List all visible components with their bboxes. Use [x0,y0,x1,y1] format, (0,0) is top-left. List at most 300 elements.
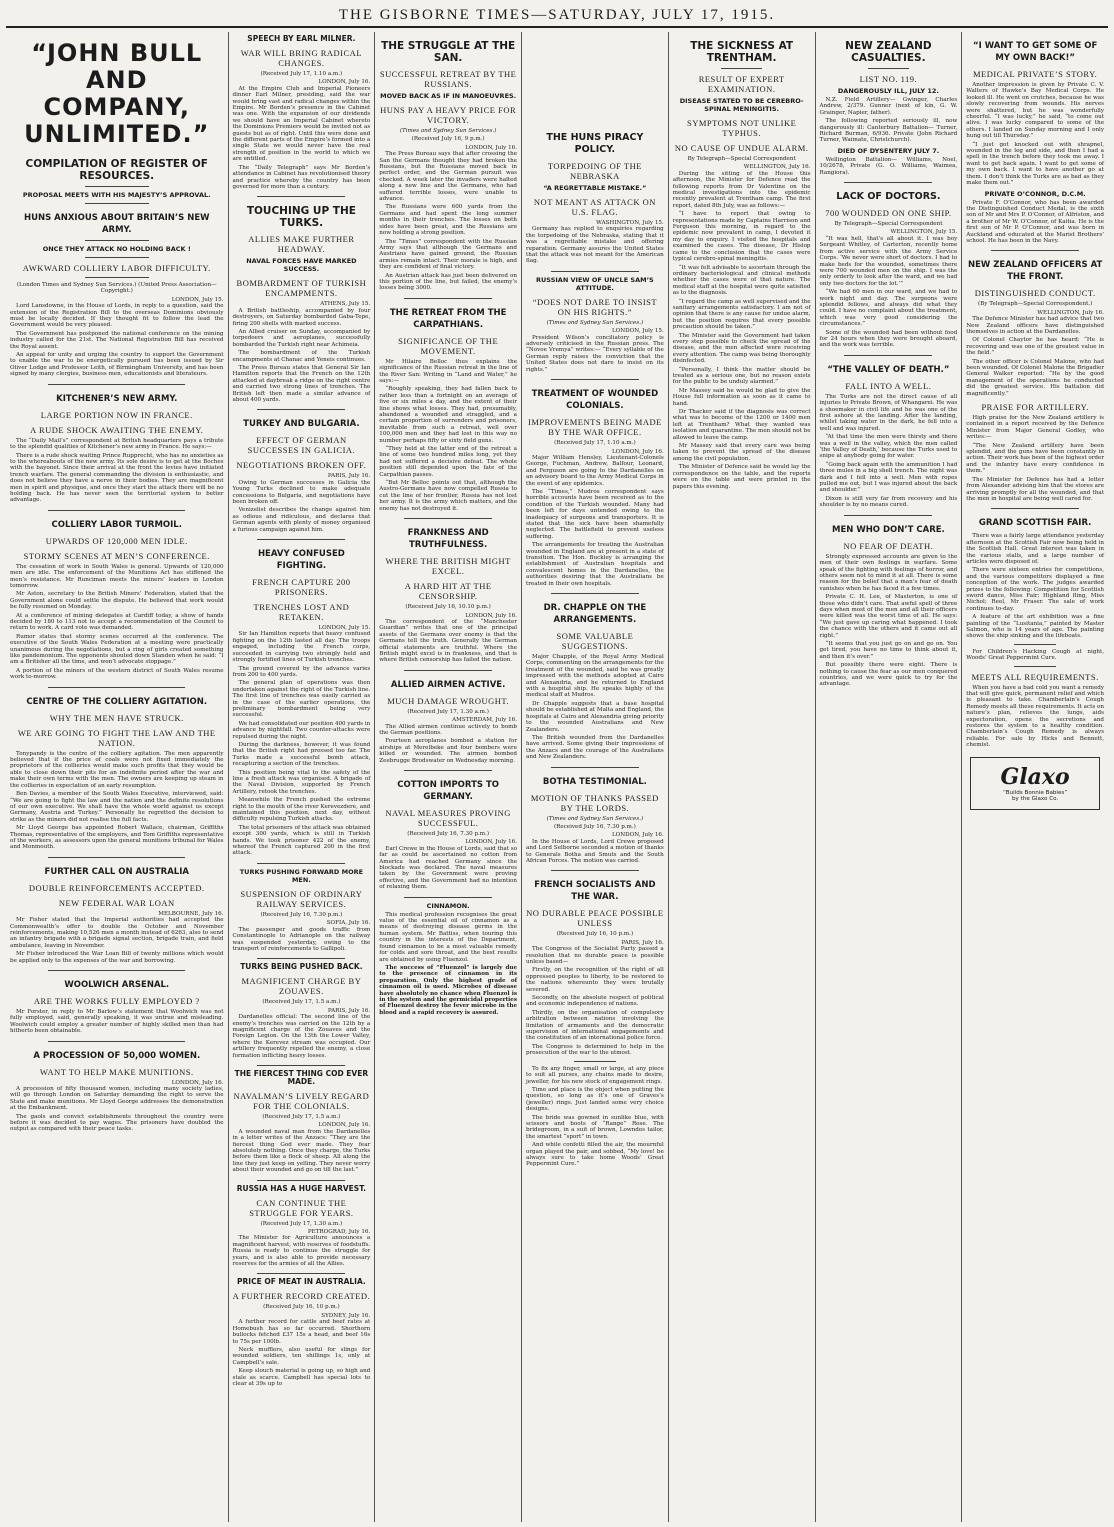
subhead: WANT TO HELP MAKE MUNITIONS. [39,1066,194,1077]
subhead: DIED OF DYSENTERY JULY 7. [837,146,940,155]
column-john-bull [6,32,229,1522]
subhead: UPWARDS OF 120,000 MEN IDLE. [45,535,188,546]
subhead: “DOES NOT DARE TO INSIST ON HIS RIGHTS.” [532,296,658,317]
subhead: A FURTHER RECORD CREATED. [232,1291,371,1302]
article-headline: THE SICKNESS AT TRENTHAM. [690,40,794,64]
article-paragraph: The Allied airmen continue actively to bomb the German positions. [379,723,518,736]
article-paragraph: Venizelist describes the change against him as odious and ridiculous, and declares that German agents with plenty of money organised a furious campaign against him. [232,507,371,533]
divider [404,670,492,671]
article-paragraph: Mr Massey said he would be glad to give the House full information as soon as it came to hand. [672,387,811,407]
divider [991,508,1079,509]
divider [257,863,345,864]
subhead: DISTINGUISHED CONDUCT. [974,288,1096,299]
divider [85,203,149,204]
article-headline: RUSSIAN VIEW OF UNCLE SAM’S ATTITUDE. [536,275,654,292]
article-paragraph: Major Chapple, of the Royal Army Medical Corps, commenting on the arrangements for the treatment of the wounded, said he was greatly impressed with the methods adopted at Cairo and Alexandria, and he returned to England with a hospital ship. He speaks highly of the medical staff at Mudros. [526,654,664,699]
subhead: TRENCHES LOST AND RETAKEN. [253,602,350,623]
column-casualties [816,32,963,1522]
divider [48,1041,185,1042]
article-paragraph: There is a rude shock waiting Prince Rupprecht, who has no anxieties as to the whereabouts of the new army. Its sole desire is to get at the Boches with the bayonet. Since their arrival at the front the levies have initiated trench warfare. The general commanding the division is enthusiastic, and does not believe they have a nerve in their bodies. They are magnificent men in spirit and physique, and once they start the attack there will be no holding back. He has never seen the territorial system to better advantage. [10,452,224,504]
subhead: IMPROVEMENTS BEING MADE BY THE WAR OFFICE. [527,417,662,438]
article-paragraph: Earl Crewe in the House of Lords, said that so far as could be ascertained no cotton from America had reached Germany since the blockade was declared. The naval measures taken by the Government were proving effective, and the Government had no intention of relaxing them. [379,845,518,891]
subhead: DANGEROUSLY ILL, JULY 12. [837,87,939,95]
dateline: PARIS, July 16. [327,1007,371,1014]
article-headline: PRICE OF MEAT IN AUSTRALIA. [237,1277,366,1287]
article-paragraph: The Turks are not the direct cause of all injuries to Private Brown, of Whangarei. He was a shoemaker in civil life and he was one of the first ashore at the landing. After the landing, whilst taking water in the dark, he fell into a well and was injured. [819,393,958,432]
article-paragraph: The Press Bureau states that General Sir Ian Hamilton reports that the French on the 12th attacked at daybreak a ridge on the right centre and carried two strong lines of trenches. The British left then made a similar advance of about 400 yards. [232,364,371,403]
spacer [526,32,664,124]
subhead: ARE THE WORKS FULLY EMPLOYED ? [33,996,200,1006]
dateline: LONDON, July 15. [611,328,664,335]
article-headline: TREATMENT OF WOUNDED COLONIALS. [531,389,659,412]
article-paragraph: “I regard the camp as well supervised and the sanitary arrangements satisfactory. I am not of opinion that there is any cause for undue alarm, but the position requires that every possible precaution should be taken.” [672,298,811,331]
article-paragraph: Mr Hilaire Belloc thus explains the significance of the Russian retreat in the line of the River San: Writing in “Land and Water,” he says:— [379,358,518,384]
divider [85,277,149,278]
divider [48,510,185,511]
received-line: (Received July 16, 10 p.m.) [263,1304,340,1311]
subhead: PROPOSAL MEETS WITH HIS MAJESTY’S APPROVAL. [22,191,211,199]
article-paragraph: High praise for the New Zealand artillery is contained in a report received by the Defence Minister from Major General Godley, who writes:— [966,415,1105,441]
article-paragraph: The Minister for Agriculture announces a magnificent harvest, with reserves of foodstuffs. Russia is ready to continue the struggle for years, and is also able to provide necessary reserves for the armies of all the Allies. [232,1235,371,1268]
subhead: BOMBARDMENT OF TURKISH ENCAMPMENTS. [236,278,367,299]
article-paragraph: A procession of fifty thousand women, including many society ladies, will go through London on Saturday demanding the right to serve the State and make munitions. Mr Lloyd George addresses the demonstration at the Embankment. [10,1086,224,1112]
article-headline: CINNAMON. [426,901,470,910]
article-paragraph: A further record for cattle and beef rates at Homebush has so far occurred. Shorthorn bullocks fetched £37 15s a head, and beef 16s to 75s per 100lb. [232,1319,371,1345]
received-line: (Received July 17, 1.10 a.m.) [260,71,343,77]
article-headline: HEAVY CONFUSED FIGHTING. [257,549,345,572]
dateline: SYDNEY, July 16. [321,1312,371,1319]
divider [85,257,149,258]
article-paragraph: Mr Lloyd George has appointed Robert Wallace, chairman, Griffiths Thomas, representative of the employers, and Tom Griffiths representative of the workers, as assessors upon the general munitions tribunal for Wales and Monmouth. [10,825,224,851]
subhead: STORMY SCENES AT MEN’S CONFERENCE. [23,550,210,561]
article-headline: DR. CHAPPLE ON THE ARRANGEMENTS. [543,603,647,626]
article-headline: “I WANT TO GET SOME OF MY OWN BACK!” [973,41,1098,63]
article-paragraph: To fix any finger, small or large, at any piece to suit all purses, any chains made to desire, jeweller, for his new stock of engagement rings. [526,1065,664,1085]
subhead: COMPILATION OF REGISTER OF RESOURCES. [25,158,208,182]
subhead: NO FEAR OF DEATH. [843,540,934,551]
dateline: LONDON, July 15. [171,296,224,303]
divider [257,409,345,410]
article-paragraph: The arrangements for treating the Australian wounded in England are at present in a state of transition. The Hon. Buckley is arranging the establishment of Australian hospitals and convalescent homes in the Dardanelles, the authorities desiring that the Australians be treated in their own hospitals. [526,542,664,587]
article-paragraph: “Going back again with the ammunition I had three mules in a big shell trench. The night was dark and I fell into a well. Men with ropes pulled me out, but I was injured about the back and shoulder.” [819,461,958,494]
article-paragraph: Mr Fisher stated that the Imperial authorities had accepted the Commonwealth’s offer to double the October and November reinforcements, making 10,526 men a month instead of 6263, also to send an infantry brigade with a brigade signal section, brigade train, and field ambulance, leaving in November. [10,917,224,949]
dateline: LONDON, July 16. [465,839,518,846]
dateline: LONDON, July 16. [611,448,664,455]
masthead-title: THE GISBORNE TIMES—SATURDAY, JULY 17, 1915. [338,6,776,23]
article-paragraph: Lord Lansdowne, in the House of Lords, in reply to a question, said the extension of the Registration Bill to the overseas Dominions obviously must be locally decided. If they thought fit to follow the lead the Government would be very pleased. [10,303,224,329]
subhead: MOTION OF THANKS PASSED BY THE LORDS. [530,792,659,813]
article-paragraph: Neck mufflers, also useful for slings for wounded soldiers, ten shillings 1s, only at Campbell’s sale. [232,1346,371,1366]
article-paragraph: “It was hell, that’s all about it. I was boy Sergeant Whitley, of Carterton, recently home from active service with the Army Service Corps. ‘We never were short of doctors. I had to make beds for the wounded, sometimes there were 700 wounded men on the ship. I was the only orderly to look after the ward, and we had only two doctors for the lot.’” [819,235,958,287]
article-paragraph: Of Colonel Chaytor he has heard: “He is recovering and was one of the greatest value in the field.” [966,337,1105,357]
article-paragraph: Fourteen aeroplanes bombed a station for airships at Merelbeke and four bombers were killed or wounded. The airmen bombed Zeebrugge Brodswater on Wednesday morning. [379,738,518,764]
article-paragraph: The general plan of operations was then undertaken against the right of the Turkish line. The first line of trenches was easily carried as in the case of the earlier operations, the preliminary bombardment being very successful. [232,680,371,719]
article-paragraph: The Minister said the Government had taken every step possible to check the spread of the disease, and the men affected were receiving every attention. The camp was being thoroughly disinfected. [672,332,811,365]
divider [551,379,639,380]
article-paragraph: Mr Forster, in reply to Mr Barlow’s statement that Woolwich was not fully employed, said, generally speaking, it was untrue and misleading. Woolwich could employ a greater number of highly skilled men than had hitherto been obtainable. [10,1009,224,1035]
dateline: WASHINGTON, July 15. [596,220,664,226]
article-paragraph: “Personally, I think the matter should be treated as a serious one, but no reason exists for the public to be unduly alarmed.” [672,366,811,386]
column-trentham [669,32,816,1522]
article-headline: CENTRE OF THE COLLIERY AGITATION. [26,696,208,707]
credit-line: (Times and Sydney Sun Services.) [546,815,644,822]
article-paragraph: A wounded naval man from the Dardanelles in a letter writes of the Anzacs: “They are the fiercest thing God ever made. They fear absolutely nothing. Once they charge, the Turks before them like a flock of sheep. All along the line they just keep on yelling. They never worry about their wounded and go on till the last.” [232,1128,371,1174]
subhead: WHY THE MEN HAVE STRUCK. [49,712,184,723]
article-paragraph: The Government has postponed the national conference on the mining industry called for the 21st. The National Registration Bill has received the Royal assent. [10,330,224,350]
dateline: SOFIA, July 16. [326,920,371,927]
article-paragraph: Strongly expressed accounts are given to the men of their own feelings in warfare. Some speak of the fighting with feelings of horror, and others seem not to mind it at all. There is some reason for the belief that a man’s fear of death vanishes when he has faced it a few times. [819,553,958,592]
subhead: SUSPENSION OF ORDINARY RAILWAY SERVICES. [240,888,363,909]
article-paragraph: There were sixteen entries for competitions, and the various competitors displayed a fine conception of the work. The judges awarded prizes to the following: Competition for Scottish sword dance, Miss Fair; Highland fling, Miss Nichol; Reel, Mr Fraser. The sale of work continues to-day. [966,567,1105,612]
divider [574,1061,615,1062]
article-paragraph: The Russians were 600 yards from the Germans and had spent the long summer months in their trenches. The losses on both sides have been great, and the Russians are now holding a strong position. [379,204,518,237]
subhead: WHERE THE BRITISH MIGHT EXCEL. [385,556,511,577]
credit-line: By Telegraph—Special Correspondent [687,156,796,162]
article-paragraph: “At that time the men were thirsty and there was a well in the valley, which the men called ‘the Valley of Death,’ because the Turks used to snipe at anybody going for water. [819,434,958,460]
dateline: PARIS, July 16. [621,939,664,946]
divider [844,182,932,183]
article-paragraph: Meanwhile the French pushed the extreme right to the mouth of the river Kerevezdere, and maintained this position, next day, without difficulty repulsing Turkish attacks. [232,797,371,823]
article-paragraph: There was a fairly large attendance yesterday afternoon at the Scottish Fair now being held in the Scottish Hall. Great interest was taken in the various stalls, and a large number of articles were disposed of. [966,533,1105,565]
divider [404,897,492,898]
article-paragraph: For Children’s Hacking Cough at night, Woods’ Great Peppermint Cure. [966,648,1105,662]
subhead: FRENCH CAPTURE 200 PRISONERS. [252,577,351,598]
dateline: WELLINGTON, July 16. [743,164,811,171]
subhead: ONCE THEY ATTACK NO HOLDING BACK ! [42,245,191,253]
dateline: LONDON, July 15. [318,625,371,632]
article-paragraph: Germany has replied to enquiries regarding the torpedoing of the Nebraska, stating that it was a regrettable mistake and offering reparation. Germany assures the United States that the attack was not meant for the American flag. [526,226,664,265]
dateline: WELLINGTON, July 15. [890,229,958,236]
credit-line: (By Telegraph—Special Correspondent.) [978,301,1093,308]
article-paragraph: Mr Fisher introduced the War Loan Bill of twenty millions which would be applied only to the expenses of the war and borrowing. [10,951,224,964]
article-paragraph: The bombardment of the Turkish encampments at Chanac and Yeneis continues. [232,350,371,363]
column-huns-piracy [522,32,669,1522]
subhead: PRAISE FOR ARTILLERY. [981,402,1089,413]
article-paragraph: Ben Davies, a member of the South Wales Executive, interviewed, said: “We are going to fight the law and the nation and the definite resolutions of our own executive. We shall have the whole world against us except Germany, Austria and Turkey.” Personally he regretted the decision to strike as the miners did not realise the full facts. [10,791,224,823]
divider [48,970,185,971]
subhead: CAN CONTINUE THE STRUGGLE FOR YEARS. [249,1197,354,1218]
masthead [6,4,1108,28]
article-paragraph: The cessation of work in South Wales is general. Upwards of 120,000 men are idle. The enforcement of the Munitions Act has stiffened the men’s resistance. Mr Runciman meets the miners’ leaders in London tomorrow. [10,563,224,589]
article-headline: FURTHER CALL ON AUSTRALIA [44,866,189,877]
article-paragraph: The Minister for Defence has had a letter from Alexander advising him that the stores are arriving promptly for all the wounded, and that the men in hospital are being well cared for. [966,476,1105,502]
article-paragraph: Firstly, on the recognition of the right of all oppressed peoples to liberty, to be restored to the nations whereunto they were brutally severed. [526,967,664,993]
article-paragraph: Private F. O’Connor, who has been awarded the Distinguished Conduct Medal, is the sixth son of Mr and Mrs P. O’Connor, of Alfriston, and a brother of Mr W. O’Connor, of Kaitia. He is the first son of Mr P. O’Connor, and was born in Auckland and educated at the Marist Brothers’ school. He has been in the Navy. [966,199,1105,244]
article-paragraph: The correspondent of the “Manchester Guardian” writes that one of the principal assets of the Germans over enemy is that the Germans tell the truth. Generally the German official statements are truthful. Where the British might excel is in frankness, and that is where British censorship has failed the nation. [379,618,518,664]
article-paragraph: “I have to report that owing to representations made by Captains Harrison and Ferguson this morning, in regard to the epidemic now prevalent in camp, I devoted it my day to enquiry. I visited the hospitals and examined the cases. The disease, Dr Hislop came to the conclusion that the cases were typical cerebro-spinal meningitis. [672,211,811,263]
subhead: NOT MEANT AS ATTACK ON U.S. FLAG. [533,197,656,217]
article-headline: NEW ZEALAND CASUALTIES. [845,40,932,64]
article-headline: ALLIED AIRMEN ACTIVE. [390,679,506,690]
glaxo-advertisement [970,757,1100,810]
article-paragraph: “We had 60 men in our ward, and we had to work night and day. The surgeons were splendid fellows, and always did what they could. I have no complaint about the treatment, which was very good considering the circumstances.” [819,289,958,328]
subhead: MOVED BACK AS IF IN MANOEUVRES. [380,92,517,100]
article-paragraph: The Congress is determined to help in the prosecution of the war to the utmost. [526,1043,664,1057]
article-paragraph: Tonypandy is the centre of the colliery agitation. The men apparently believed that if the price of coals were not fixed immediately the proprietors of the collieries would make such profits that they would be able to close down their pits for an indefinite period after the war and make their own terms with the men. The owners are keeping up steam in the collieries in expectation of an early resumption. [10,750,224,789]
article-paragraph: When you have a bad cold you want a remedy that will give quick, permanent relief and which is pleasant to take. Chamberlain’s Cough Remedy meets all these requirements. It acts on nature’s plan, relieves the lungs, aids expectoration, opens the secretions and restores the system to a healthy condition. Chamberlain’s Cough Remedy is always reliable. For sale by Hicks and Bennett, chemist. [966,684,1105,749]
article-headline: FRENCH SOCIALISTS AND THE WAR. [534,880,656,903]
article-paragraph: Thirdly, on the organisation of compulsory arbitration between nations involving the limitation of armaments and the democratic supervision of international engagements and the constitution of an international police force. [526,1009,664,1042]
article-paragraph: The “Daily Mail’s” correspondent at British headquarters pays a tribute to the splendid qualities of Kitchener’s new army in France. He says:— [10,437,224,451]
ad-tagline: by the Glaxo Co. [1012,796,1059,803]
article-headline: THE RETREAT FROM THE CARPATHIANS. [389,307,507,330]
divider [404,518,492,519]
divider [85,240,149,241]
article-paragraph: Wellington Battalion— Williams, Noel, 10/2678, Private (G. O. Williams, Waimea, Rangiora). [819,156,958,176]
subhead: LARGE PORTION NOW IN FRANCE. [40,409,193,420]
article-headline: SPEECH BY EARL MILNER. [247,34,356,43]
divider [257,196,345,197]
article-paragraph: Dr Chapple suggests that a base hospital should be established at Malta and England, the hospitals at Cairo and Alexandria giving priority to the wounded Australians and New Zealanders. [526,700,664,733]
divider [257,539,345,540]
article-headline: THE HUNS PIRACY POLICY. [546,132,644,155]
dateline: WELLINGTON, July 16. [1037,309,1105,316]
article-headline: COLLIERY LABOR TURMOIL. [51,519,182,530]
column-struggle-san [375,32,522,1522]
subhead: HUNS ANXIOUS ABOUT BRITAIN’S NEW ARMY. [23,213,210,235]
article-paragraph: The British wounded from the Dardanelles have arrived. Some giving their impressions of the Anzacs and the courage of the Australians and New Zealanders. [526,734,664,761]
subhead: NAVALMAN’S LIVELY REGARD FOR THE COLONIALS. [233,1090,370,1111]
subhead: MEDICAL PRIVATE’S STORY. [972,69,1098,79]
divider [844,515,932,516]
article-paragraph: Another impression is given by Private C. V. Walters of Hawke’s Bay Medical Corps. He looked ill. He went on crutches, because he was slowly recovering from wounds. His nerves were shattered, but he was wonderfully cheerful. “I was lucky,” he said, “to come out alive. I was lucky compared to some of the others. I landed on Sunday morning and I only hung out till Thursday.” [966,82,1105,140]
article-paragraph: The other officer is Colonel Malone, who had been wounded. Of Colonel Malone the Brigadier General Walker reported: “He by the good management of the operations he conducted did the greatest service. His battalion did magnificently.” [966,358,1105,397]
article-headline: BOTHA TESTIMONIAL. [542,776,647,787]
divider [1014,644,1055,645]
article-paragraph: “I just got knocked out with shrapnel, wounded in the leg and side, and then I had a spell in the trench before they took me away. I want to get back again. I want to get some of my own back. I want to have another go at them. I don’t think the Turks are as bad as they make them out.” [966,141,1105,187]
columns [6,32,1108,1522]
subhead: A HARD HIT AT THE CENSORSHIP. [404,581,492,602]
credit-line: (Times and Sydney Sun Services.) [399,128,497,134]
article-headline: A PROCESSION OF 50,000 WOMEN. [33,1050,201,1061]
article-headline: TOUCHING UP THE TURKS. [246,205,356,230]
article-paragraph: At the Empire Club and Imperial Pioneers dinner Earl Milner, presiding, said the war would bring vast and radical changes within the Empire. Mr Borden’s presence in the Cabinet was one. With the expansion of our dividends we should have an Imperial Cabinet whereto the Dominions Premiers would be invited not as guests but as of right. Until this were done and the different parts of the Empire’s formed into a single State we would never have the real strength of position in the world to which we are entitled. [232,85,371,163]
column-own-back [962,32,1108,1522]
article-paragraph: This position being vital to the safety of the line a fresh attack was organised. A brigade of the Naval Division, supported by French Artillery, retook the trenches. [232,769,371,795]
article-paragraph: “It seems that you just go on and go on. You get tired, you have no time to think about it, and then it’s over.” [819,640,958,660]
article-paragraph: Some of the wounded had been without food for 24 hours when they were brought aboard, and the work was terrible. [819,329,958,349]
article-paragraph: The bride was gowned in sunlike blue, with scissors and boots of “Range” Rose. The bridegroom, in a suit of brown, Lowndes tailor, the smartest “sport” in town. [526,1114,664,1140]
subhead: ALLIES MAKE FURTHER HEADWAY. [248,234,355,255]
dateline: PETROGRAD, July 16. [307,1229,371,1236]
subhead: RESULT OF EXPERT EXAMINATION. [698,74,785,94]
dateline: ATHENS, July 15. [320,301,371,308]
subhead: SOME VALUABLE SUGGESTIONS. [556,631,634,652]
divider [868,68,909,69]
article-paragraph: “They held at the latter end of the retreat a line of some two hundred miles long, yet they had not suffered a decisive defeat. The whole position still depended upon the fate of the Carpathian passes. [379,446,518,478]
article-headline: RUSSIA HAS A HUGE HARVEST. [236,1183,367,1193]
dateline: LONDON, July 16. [465,612,518,619]
subhead: WAR WILL BRING RADICAL CHANGES. [240,48,363,68]
dateline: MELBOURNE, July 16. [158,910,224,917]
ad-tagline: “Builds Bonnie Babies” [1003,789,1068,796]
subhead: “A REGRETTABLE MISTAKE.” [543,184,647,192]
credit-line: (Times and Sydney Sun Services.) [546,319,644,326]
article-paragraph: President Wilson’s conciliatory policy is adversely criticised in the Russian press. The “Novoe Vremya” writes:— “Every syllable of the German reply raises the conviction that the United States does not dare to insist on its rights.” [526,334,664,373]
article-paragraph: “The New Zealand artillery have been splendid, and the guns have been constantly in action. Their work has been of the highest order and the infantry have every confidence in them.” [966,442,1105,475]
divider [551,271,639,272]
divider [551,593,639,594]
subhead: DOUBLE REINFORCEMENTS ACCEPTED. [28,882,205,893]
article-paragraph: The success of “Fluenzol” is largely due to the presence of cinnamon in its preparation. Only the highest grade of cinnamon oil is used. Microbes of disease have absolutely no chance when Fluenzol is in the system and the germicidal properties of Fluenzol destroy the fever microbe in the blood and a rapid recovery is assured. [379,964,518,1016]
divider [257,1065,345,1066]
article-paragraph: Sir Ian Hamilton reports that heavy confused fighting on the 12th lasted all day. The troops engaged, including the French corps, succeeded in carrying two strongly held and strongly fortified lines of Turkish trenches. [232,631,371,664]
subhead: NAVAL FORCES HAVE MARKED SUCCESS. [246,257,357,274]
divider [1014,666,1055,667]
subhead: SIGNIFICANCE OF THE MOVEMENT. [398,335,499,356]
article-paragraph: The “Times” correspondent with the Russian Army says that although the Germans and Austrians have gained ground, the Russian armies remain intact. Their morale is high, and they are confident of final victory. [379,238,518,271]
article-paragraph: During the darkness, however, it was found that the British right had pressed too far. The Turks made a successful bomb attack, recapturing a section of the trenches. [232,741,371,768]
divider [48,857,185,858]
subhead: MEETS ALL REQUIREMENTS. [971,671,1099,682]
article-paragraph: The Congress of the Socialist Party passed a resolution that no durable peace is possible unless based— [526,946,664,965]
dateline: LONDON, July 16. [318,79,371,86]
article-paragraph: Rumor states that stormy scenes occurred at the conference. The executive of the South Wales Federation at a meeting were practically unanimous during the negotiations, but a ring of girls created something like pandemonium. The opponents shouted down Standen when he said: “I am a Britisher all the time, and won’t advocate stoppage.” [10,633,224,666]
article-paragraph: “But Mr Belloc points out that, although the Austro-Germans have now compelled Russia to cut the line of her frontier, Russia has not lost her army. It is the army which matters, and the enemy has not destroyed it. [379,480,518,512]
article-paragraph: And while confetti filled the air, the mournful organ played the pair, and sobbed, “My love! be always sure to take home Woods’ Great Peppermint Cure.” [526,1142,664,1168]
received-line: (Received July 17, 1.30 a.m.) [260,1220,343,1227]
article-headline: TURKEY AND BULGARIA. [243,419,360,430]
article-paragraph: An Allied cruiser on Sunday, accompanied by torpedoers and aeroplanes, successfully bombarded the Turkish right near Achimeia. [232,328,371,348]
subhead: NEGOTIATIONS BROKEN OFF. [236,460,367,471]
article-headline: FRANKNESS AND TRUTHFULNESS. [407,528,489,551]
received-line: (Received July 16, 7.30 p.m.) [407,831,490,837]
received-line: (Received July 16, 7.30 p.m.) [260,911,343,918]
divider [844,355,932,356]
received-line: (Received July 16, 9 p.m.) [411,136,485,143]
article-headline: COTTON IMPORTS TO GERMANY. [397,780,499,802]
subhead: NO DURABLE PEACE POSSIBLE UNLESS [526,908,664,929]
subhead: AWKWARD COLLIERY LABOR DIFFICULTY. [22,263,211,273]
divider [85,186,149,187]
article-paragraph: The “Times,” Mudros correspondent says horrible accounts have been received as to the condition of the Turkish wounded. Many had been left for days untended owing to the inadequacy of surgeons and transporters. It is stated that the sick have been shamefully neglected. The battlefield to prevent useless suffering. [526,488,664,540]
divider [257,958,345,959]
received-line: (Received July 16, 10 p.m.) [556,931,634,938]
article-headline: TURKS PUSHING FORWARD MORE MEN. [239,867,364,884]
article-paragraph: Keep slouch material is going up, so high and stale as scarce. Campbell has special lots to clear at 39s up to [232,1368,371,1387]
subhead: PRIVATE O’CONNOR, D.C.M. [984,189,1086,198]
received-line: (Received July 17, 1.5 a.m.) [262,999,341,1006]
subhead: NAVAL MEASURES PROVING SUCCESSFUL. [385,808,511,828]
received-line: (Received July 16, 10.10 p.m.) [405,604,491,611]
article-paragraph: The passenger and goods traffic from Constantinople to Adrianople on the railway was suspended yesterday, owing to the transport of reinforcements to Gallipoli. [232,926,371,952]
article-paragraph: Major William Hensley, Lieutenant-Colonels George, Fuchman, Andrew, Balfour, Leonard, and Ferguson are going to the Dardanelles on an advisory board to the Army Medical Corps in the event of any epidemics. [526,454,664,487]
article-paragraph: Dixon is still very far from recovery and his shoulder is by no means cured. [819,495,958,509]
divider [257,1273,345,1274]
article-paragraph: An Austrian attack has just been delivered on this portion of the line, but failed, the enemy’s losses being 3000. [379,272,518,292]
dateline: AMSTERDAM, July 16. [452,717,518,724]
subhead: DISEASE STATED TO BE CEREBRO-SPINAL MENINGITIS. [679,97,804,113]
headline-john-bull: “JOHN BULL AND COMPANY, UNLIMITED.” [24,39,210,148]
subhead: NO CAUSE OF UNDUE ALARM. [674,143,809,153]
subhead: WE ARE GOING TO FIGHT THE LAW AND THE NATION. [17,727,216,748]
article-paragraph: The Defence Minister has had advice that two New Zealand officers have distinguished themselves in action at the Dardanelles. [966,316,1105,335]
subhead: MUCH DAMAGE WROUGHT. [387,695,510,706]
article-paragraph: The Minister of Defence said he would lay the correspondence on the table, and the reports were on the table and were printed in the papers this evening. [672,464,811,490]
credit-line: By Telegraph—Special Correspondent [834,221,943,228]
glaxo-logo: Glaxo [1000,763,1070,790]
dateline: LONDON, July 16. [171,1079,224,1086]
column-milner [229,32,376,1522]
article-paragraph: Dardanelles official: The second line of the enemy’s trenches was carried on the 12th by a magnificent charge of the Zouaves and the Foreign Legion. On the 13th the Lower Valley, where the Kerevez stream was occupied. Our artillery frequently repelled the enemy, a close formation inflicting heavy losses. [232,1014,371,1059]
article-paragraph: At a conference of mining delegates at Cardiff today, a show of hands decided by 180 to 113 not to accept a recommendation of the Council to return to work. A card vote was demanded. [10,612,224,632]
article-paragraph: This medical profession recognises the great value of the essential oil of cinnamon as a means of destroying disease germs in the human system. Mr Battiss, when touring this country in the interests of the Department, found cinnamon to be a most valuable remedy for colds and sore throat, and the best results are obtained by using Fluenzol. [379,911,518,963]
dateline: PARIS, July 16. [327,473,371,480]
article-paragraph: Time and place is the object when putting the question, so long as it’s one of Graves’s (jeweller) rings. Just landed some very choice designs. [526,1086,664,1113]
subhead: LIST NO. 119. [859,74,918,84]
divider [48,384,185,385]
article-headline: WOOLWICH ARSENAL. [64,980,170,990]
article-paragraph: A portion of the miners of the western district of South Wales resume work to-morrow. [10,667,224,681]
article-paragraph: The Press Bureau says that after crossing the San the Germans thought they had broken the Russians, but the Russians moved back in perfect order, and the German pursuit was checked. A week later the invaders were halted along a new line and the Germans, who had suffered terrible losses, were unable to advance. [379,151,518,203]
article-paragraph: During the sitting of the House this afternoon, the Minister for Defence read the following reports from Dr Valentine on the medical investigations into the epidemic recently prevalent at Trentham camp. The first report, dated 8th July, was as follows:— [672,170,811,209]
article-paragraph: A feature of the art exhibition was a fine painting of the “Lusitania,” painted by Master Salmon, who is 14 years of age. The painting shows the ship sinking and the lifeboats. [966,614,1105,640]
article-paragraph: Secondly, on the absolute respect of political and economic independence of nations. [526,995,664,1008]
article-paragraph: N.Z. Field Artillery— Gwinger, Charles Andrew, 2/379. Gunner (next of kin, G. W. Grainger, Napier, father). [819,97,958,116]
article-paragraph: “Roughly speaking, they had fallen back to rather less than a fortnight on an average of five or six miles a day, and the extent of their line shows what losses. They had, presumably, abandoned a wounded and straggled, and a certain proportion of surrenders and prisoners, inevitable from such a retreat, well over 100,000 men and they had lost in this way no number perhaps fifty or sixty field guns. [379,386,518,444]
article-headline: THE FIERCEST THING COD EVER MADE. [234,1068,369,1086]
article-headline: GRAND SCOTTISH FAIR. [978,518,1092,529]
article-paragraph: The “Daily Telegraph” says Mr Borden’s attendance in Cabinet has revolutionised theory and practice whereby the country has been governed for more than a century. [232,164,371,190]
subhead: MAGNIFICENT CHARGE BY ZOUAVES. [241,976,362,997]
subhead: SYMPTOMS NOT UNLIKE TYPHUS. [686,118,797,138]
article-paragraph: Owing to German successes in Galicia the Young Turks declined to make adequate concessions to Bulgaria, and negotiations have been broken off. [232,479,371,506]
article-paragraph: Private C. H. Lee, of Masterton, is one of those who didn’t care. That awful spell of three days when most of the men and all their officers were killed was the worst time of all. He says: “We just gave up caring what happened. I took the chance with the others and it came out all right.” [819,594,958,639]
dateline: LONDON, July 16. [318,1122,371,1129]
subhead: FALL INTO A WELL. [845,380,932,391]
article-paragraph: “It was felt advisable to ascertain through the ordinary bacteriological and clinical methods whether the cases were of that nature. The medical staff at the hospital were quite satisfied as to the diagnosis. [672,264,811,297]
article-paragraph: We had consolidated our position 400 yards in advance by nightfall. Two counter-attacks were repulsed during the night. [232,720,371,740]
article-headline: LACK OF DOCTORS. [836,191,941,203]
divider [991,250,1079,251]
divider [551,870,639,871]
divider [257,1180,345,1181]
article-paragraph: A British battleship, accompanied by four destroyers, on Saturday bombarded Gaba-Tepe, firing 200 shells with marked success. [232,307,371,327]
subhead: NEW FEDERAL WAR LOAN [58,897,175,908]
dateline: LONDON, July 16. [465,144,518,151]
article-headline: THE STRUGGLE AT THE SAN. [381,40,516,64]
article-headline: TURKS BEING PUSHED BACK. [240,962,363,972]
subhead: EFFECT OF GERMAN SUCCESSES IN GALICIA. [247,435,356,456]
received-line: (Received July 17, 1.30 a.m.) [407,708,489,715]
divider [404,298,492,299]
article-headline: “THE VALLEY OF DEATH.” [827,364,950,375]
article-paragraph: The gaols and convict establishments throughout the country were before it was decided to pay wages. The prisoners have doubled the output as compared with their peace tasks. [10,1113,224,1133]
article-paragraph: But possibly there were eight. There is nothing to cause the fear as our men conquered countries, and we were quick to try for the advantage. [819,662,958,688]
article-paragraph: Mr Aston, secretary to the British Miners’ Federation, stated that the Government alone could settle the dispute. He believed that work would be fully resumed on Monday. [10,591,224,611]
article-paragraph: Mr Massey said that every care was being taken to prevent the spread of the disease among the civil population. [672,443,811,462]
article-paragraph: The total prisoners of the attack was obtained except 300 yards, which is still in Turkish hands. We took prisoner 422 of the enemy, whereof the French captured 200 in the first attack. [232,824,371,857]
subhead: 700 WOUNDED ON ONE SHIP. [825,208,952,219]
article-paragraph: Dr Thacker said if the diagnosis was correct what was to become of the 1200 or 1400 men left at Trentham? What they wanted was isolation and quarantine. The men should not be allowed to leave the camp. [672,409,811,441]
divider [48,687,185,688]
credit-line: (London Times and Sydney Sun Services.) (United Press Association—Copyright.) [16,282,217,295]
article-paragraph: The following reported seriously ill, now dangerously ill: Canterbury Battalion— Turner, Richard Burman, 6/936. Private (John Richard Turner, Waimate, Christchurch). [819,118,958,144]
article-headline: MEN WHO DON’T CARE. [831,524,945,535]
subhead: A RUDE SHOCK AWAITING THE ENEMY. [30,424,204,435]
received-line: (Received July 17, 1.5 a.m.) [262,1113,341,1120]
article-headline: KITCHENER’S NEW ARMY. [56,393,178,404]
received-line: (Received July 17, 1.10 a.m.) [554,440,636,447]
article-paragraph: An appeal for unity and urging the country to support the Government to enable the war to be energetically pursued has been issued by Sir Oliver Lodge and Professor Leith, of Birmingham University, and has been signed by many clergies, business men, educationists and literateurs. [10,352,224,378]
article-paragraph: In the House of Lords, Lord Crewe proposed and Lord Selborne seconded a motion of thanks to Generals Botha and Smuts and the South African Forces. The motion was carried. [526,838,664,864]
article-headline: NEW ZEALAND OFFICERS AT THE FRONT. [967,260,1103,283]
divider [551,767,639,768]
subhead: HUNS PAY A HEAVY PRICE FOR VICTORY. [380,105,517,125]
article-paragraph: The ground covered by the advance varies from 200 to 400 yards. [232,665,371,678]
subhead: TORPEDOING OF THE NEBRASKA [547,161,642,181]
subhead: SUCCESSFUL RETREAT BY THE RUSSIANS. [379,69,517,89]
